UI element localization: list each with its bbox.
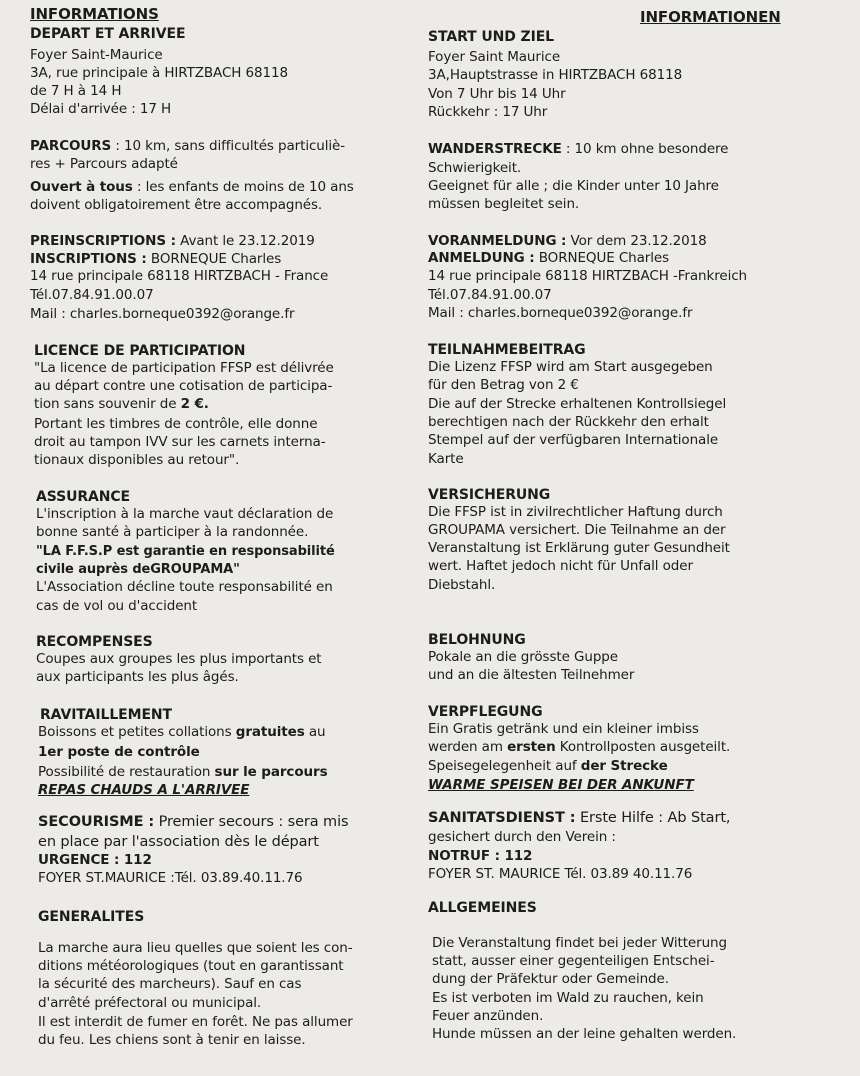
de-teilnahme-line: für den Betrag von 2 € <box>428 377 579 393</box>
de-verpflegung-line: Ein Gratis getränk und ein kleiner imbiss <box>428 721 699 737</box>
fr-generalites-line: du feu. Les chiens sont à tenir en laisse. <box>38 1032 306 1048</box>
fr-secourisme-line2: en place par l'association dès le départ <box>38 834 319 850</box>
de-verpflegung-heading: VERPFLEGUNG <box>428 704 543 720</box>
fr-mail-line: Mail : charles.borneque0392@orange.fr <box>30 306 295 322</box>
de-start-line: Rückkehr : 17 Uhr <box>428 104 548 120</box>
de-teilnahme-line: Karte <box>428 451 464 467</box>
fr-address-line: 14 rue principale 68118 HIRTZBACH - France <box>30 268 329 284</box>
fr-licence-line: "La licence de participation FFSP est délivrée <box>34 360 334 376</box>
fr-ouvert-line2: doivent obligatoirement être accompagnés. <box>30 197 323 213</box>
de-mail-line: Mail : charles.borneque0392@orange.fr <box>428 305 693 321</box>
fr-ravitaillement-line: 1er poste de contrôle <box>38 744 200 760</box>
de-start-line: Foyer Saint Maurice <box>428 49 561 65</box>
fr-depart-line: Foyer Saint-Maurice <box>30 47 163 63</box>
de-versicherung-line: wert. Haftet jedoch nicht für Unfall oder <box>428 558 693 574</box>
de-sanitat-line2: gesichert durch den Verein : <box>428 829 616 845</box>
de-verpf-text: Kontrollposten ausgeteilt. <box>555 739 731 755</box>
de-teilnahme-line: Die auf der Strecke erhaltenen Kontrollsiegel <box>428 396 727 412</box>
fr-licence-line: tionaux disponibles au retour". <box>34 452 240 468</box>
de-phone-line: Tél.07.84.91.00.07 <box>428 287 552 303</box>
fr-preinscriptions-text: Avant le 23.12.2019 <box>175 233 315 249</box>
de-belohnung-heading: BELOHNUNG <box>428 632 526 648</box>
de-allgemeines-heading: ALLGEMEINES <box>428 900 537 916</box>
de-notruf: NOTRUF : 112 <box>428 848 533 864</box>
fr-assurance-line: L'Association décline toute responsabilité en <box>36 579 333 595</box>
fr-preinscriptions-label: PREINSCRIPTIONS : <box>30 233 176 249</box>
fr-generalites-line: ditions météorologiques (tout en garantissant <box>38 958 344 974</box>
fr-licence-text: tion sans souvenir de <box>34 396 181 412</box>
fr-generalites-line: d'arrêté préfectoral ou municipal. <box>38 995 262 1011</box>
fr-ravit-text: au <box>304 724 326 740</box>
fr-assurance-bold-line: "LA F.F.S.P est garantie en responsabilité <box>36 544 335 559</box>
de-allgemeines-line: dung der Präfektur oder Gemeinde. <box>432 971 669 987</box>
de-wander-line: Geeignet für alle ; die Kinder unter 10 Jahre <box>428 178 719 194</box>
de-warme-speisen: WARME SPEISEN BEI DER ANKUNFT <box>428 777 694 793</box>
fr-assurance-line: cas de vol ou d'accident <box>36 598 198 614</box>
de-wander-line: müssen begleitet sein. <box>428 196 580 212</box>
fr-licence-heading: LICENCE DE PARTICIPATION <box>34 343 246 359</box>
de-sanitat-label: SANITATSDIENST : <box>428 810 576 826</box>
de-allgemeines-line: Feuer anzünden. <box>432 1008 544 1024</box>
fr-licence-line <box>34 396 209 413</box>
fr-ravitaillement-line <box>38 724 325 741</box>
fr-parcours-text: : 10 km, sans difficultés particuliè- <box>111 138 346 154</box>
de-address-line: 14 rue principale 68118 HIRTZBACH -Frankreich <box>428 268 747 284</box>
fr-parcours-line2: res + Parcours adapté <box>30 156 178 172</box>
fr-inscriptions-text: BORNEQUE Charles <box>146 251 282 267</box>
de-anmeldung-line <box>428 250 669 267</box>
fr-recompenses-heading: RECOMPENSES <box>36 634 153 650</box>
de-wander-label: WANDERSTRECKE <box>428 141 562 157</box>
fr-phone-line: Tél.07.84.91.00.07 <box>30 287 154 303</box>
de-verpf-text: werden am <box>428 739 508 755</box>
de-sanitat-line <box>428 810 730 827</box>
fr-title: INFORMATIONS <box>30 5 159 23</box>
fr-licence-line: au départ contre une cotisation de participa- <box>34 378 333 394</box>
fr-ravitaillement-heading: RAVITAILLEMENT <box>40 707 172 723</box>
fr-ravit-text: Boissons et petites collations <box>38 724 236 740</box>
de-verpf-bold: der Strecke <box>580 758 668 774</box>
de-voranmeldung-text: Vor dem 23.12.2018 <box>566 233 707 249</box>
de-allgemeines-line: Hunde müssen an der leine gehalten werden. <box>432 1026 737 1042</box>
fr-depart-line: de 7 H à 14 H <box>30 83 122 99</box>
fr-ravit-text: Possibilité de restauration <box>38 764 215 780</box>
fr-parcours-label: PARCOURS <box>30 138 112 154</box>
de-versicherung-heading: VERSICHERUNG <box>428 487 551 503</box>
fr-generalites-heading: GENERALITES <box>38 909 145 925</box>
fr-licence-price: 2 €. <box>180 396 209 412</box>
fr-ravitaillement-line <box>38 764 328 781</box>
fr-inscriptions-line <box>30 251 281 268</box>
de-verpflegung-line <box>428 758 668 775</box>
fr-recompenses-line: aux participants les plus âgés. <box>36 669 239 685</box>
de-versicherung-line: GROUPAMA versichert. Die Teilnahme an der <box>428 522 726 538</box>
de-wander-line <box>428 141 728 158</box>
de-title: INFORMATIONEN <box>640 8 781 26</box>
de-versicherung-line: Diebstahl. <box>428 577 496 593</box>
fr-generalites-line: La marche aura lieu quelles que soient les con- <box>38 940 353 956</box>
de-allgemeines-line: statt, ausser einer gegenteiligen Entschei- <box>432 953 715 969</box>
fr-licence-line: droit au tampon IVV sur les carnets interna- <box>34 434 326 450</box>
de-teilnahme-line: Die Lizenz FFSP wird am Start ausgegeben <box>428 359 713 375</box>
de-anmeldung-label: ANMELDUNG : <box>428 250 535 266</box>
fr-licence-line: Portant les timbres de contrôle, elle donne <box>34 416 318 432</box>
fr-foyer-phone: FOYER ST.MAURICE :Tél. 03.89.40.11.76 <box>38 870 303 886</box>
fr-ouvert-text: : les enfants de moins de 10 ans <box>132 179 354 195</box>
de-versicherung-line: Die FFSP ist in zivilrechtlicher Haftung durch <box>428 504 723 520</box>
de-teilnahme-line: Stempel auf der verfügbaren Internationale <box>428 432 719 448</box>
fr-preinscriptions-line <box>30 233 315 250</box>
fr-inscriptions-label: INSCRIPTIONS : <box>30 251 147 267</box>
de-allgemeines-line: Es ist verboten im Wald zu rauchen, kein <box>432 990 704 1006</box>
fr-secourisme-line <box>38 814 348 831</box>
fr-depart-line: 3A, rue principale à HIRTZBACH 68118 <box>30 65 288 81</box>
fr-depart-heading: DEPART ET ARRIVEE <box>30 26 186 42</box>
de-wander-line: Schwierigkeit. <box>428 160 522 176</box>
fr-secourisme-text: Premier secours : sera mis <box>154 814 349 830</box>
de-start-line: Von 7 Uhr bis 14 Uhr <box>428 86 566 102</box>
fr-assurance-heading: ASSURANCE <box>36 489 131 505</box>
de-teilnahme-heading: TEILNAHMEBEITRAG <box>428 342 586 358</box>
fr-assurance-bold-line: civile auprès deGROUPAMA" <box>36 562 240 577</box>
fr-ouvert-label: Ouvert à tous <box>30 179 133 195</box>
fr-repas-chauds: REPAS CHAUDS A L'ARRIVEE <box>38 782 250 798</box>
fr-ravit-bold: sur le parcours <box>214 764 328 780</box>
fr-ravit-bold: gratuites <box>235 724 305 740</box>
de-anmeldung-text: BORNEQUE Charles <box>534 250 670 266</box>
de-start-line: 3A,Hauptstrasse in HIRTZBACH 68118 <box>428 67 683 83</box>
fr-parcours-line <box>30 138 345 155</box>
de-voranmeldung-label: VORANMELDUNG : <box>428 233 567 249</box>
de-sanitat-text: Erste Hilfe : Ab Start, <box>575 810 731 826</box>
fr-secourisme-label: SECOURISME : <box>38 814 155 830</box>
de-wander-text: : 10 km ohne besondere <box>561 141 729 157</box>
fr-depart-line: Délai d'arrivée : 17 H <box>30 101 172 117</box>
de-belohnung-line: Pokale an die grösste Guppe <box>428 649 618 665</box>
de-verpflegung-line <box>428 739 730 756</box>
fr-generalites-line: la sécurité des marcheurs). Sauf en cas <box>38 976 302 992</box>
fr-ouvert-line <box>30 179 354 196</box>
de-verpf-bold: ersten <box>507 739 556 755</box>
fr-urgence: URGENCE : 112 <box>38 852 152 868</box>
fr-generalites-line: Il est interdit de fumer en forêt. Ne pas allumer <box>38 1014 353 1030</box>
de-foyer-phone: FOYER ST. MAURICE Tél. 03.89 40.11.76 <box>428 866 693 882</box>
de-voranmeldung-line <box>428 233 707 250</box>
fr-assurance-line: L'inscription à la marche vaut déclaration de <box>36 506 334 522</box>
fr-recompenses-line: Coupes aux groupes les plus importants et <box>36 651 322 667</box>
de-verpf-text: Speisegelegenheit auf <box>428 758 581 774</box>
de-teilnahme-line: berechtigen nach der Rückkehr den erhalt <box>428 414 709 430</box>
de-belohnung-line: und an die ältesten Teilnehmer <box>428 667 635 683</box>
de-allgemeines-line: Die Veranstaltung findet bei jeder Witterung <box>432 935 727 951</box>
de-start-heading: START UND ZIEL <box>428 29 554 45</box>
fr-assurance-line: bonne santé à participer à la randonnée. <box>36 524 309 540</box>
de-versicherung-line: Veranstaltung ist Erklärung guter Gesundheit <box>428 540 730 556</box>
